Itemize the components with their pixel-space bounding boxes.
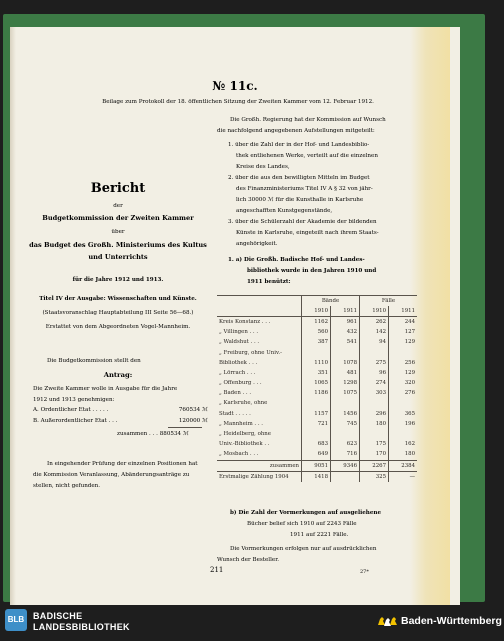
table-row-label: „ Lörrach . . . bbox=[219, 369, 256, 376]
table-row-label: „ Villingen . . . bbox=[219, 329, 259, 336]
sum-rule bbox=[168, 427, 202, 428]
table-year-header: 1910 bbox=[360, 306, 389, 317]
bw-lions-icon bbox=[376, 613, 398, 629]
table-cell bbox=[302, 348, 331, 358]
table-row bbox=[217, 317, 417, 328]
table-cell bbox=[331, 348, 360, 358]
table-row-label: Stadt . . . . . bbox=[219, 410, 251, 417]
table-cell bbox=[331, 399, 360, 409]
table-cell: 1298 bbox=[331, 379, 360, 389]
bw-label: Baden-Württemberg bbox=[401, 615, 502, 627]
table-row bbox=[217, 409, 417, 419]
table-row-label: „ Offenburg . . . bbox=[219, 380, 262, 387]
table-cell: 1078 bbox=[331, 358, 360, 368]
blb-name-line1: BADISCHE bbox=[33, 611, 83, 621]
table-cell: 96 bbox=[360, 368, 389, 378]
library-usage-table bbox=[217, 295, 417, 482]
document-number: № 11c. bbox=[212, 79, 258, 93]
closing-line: die Kommission Veranlassung, Abänderungsanträge zu bbox=[33, 472, 190, 478]
closing-line: In eingehender Prüfung der einzelnen Positionen hat bbox=[47, 461, 198, 467]
table-cell: 180 bbox=[389, 450, 418, 461]
table-cell: 1065 bbox=[302, 379, 331, 389]
table-row bbox=[217, 450, 417, 461]
table-cell: 9051 bbox=[302, 461, 331, 472]
right-line: angehörigkeit. bbox=[236, 241, 278, 247]
table-row bbox=[217, 379, 417, 389]
table-cell: 94 bbox=[360, 338, 389, 348]
budget-item-label: A. Ordentlicher Etat . . . . . bbox=[33, 407, 109, 413]
table-row bbox=[217, 440, 417, 450]
table-cell: 129 bbox=[389, 368, 418, 378]
table-cell: 1157 bbox=[302, 409, 331, 419]
left-line: Die Zweite Kammer wolle in Ausgabe für die Jahre bbox=[33, 386, 178, 392]
left-line: (Staatsvoranschlag Hauptabteilung III Seite 56—68.) bbox=[42, 310, 194, 316]
right-line: Kreise des Landes, bbox=[236, 164, 290, 170]
table-row-label: „ Freiburg, ohne Univ.- bbox=[219, 349, 282, 356]
table-row bbox=[217, 348, 417, 358]
right-line: die nachfolgend angegebenen Aufstellungen mitgeteilt: bbox=[217, 128, 375, 134]
budget-total: zusammen . . . 880534 ℳ bbox=[117, 431, 189, 437]
table-cell: 2267 bbox=[360, 461, 389, 472]
table-row-label: Bibliothek . . . bbox=[219, 359, 258, 366]
right-after-line: 1911 auf 2221 Fälle. bbox=[290, 532, 349, 538]
table-cell bbox=[360, 429, 389, 439]
signature-mark: 27* bbox=[360, 569, 369, 575]
left-line: 1912 und 1913 genehmigen: bbox=[33, 397, 115, 403]
budget-item-value: 120000 ℳ bbox=[178, 418, 208, 424]
table-cell bbox=[389, 429, 418, 439]
table-row-label: „ Baden . . . bbox=[219, 390, 252, 397]
table-cell: 560 bbox=[302, 328, 331, 338]
table-cell bbox=[302, 399, 331, 409]
table-cell: 1456 bbox=[331, 409, 360, 419]
left-line: und Unterrichts bbox=[88, 253, 148, 261]
table-cell: 721 bbox=[302, 419, 331, 429]
left-line: für die Jahre 1912 und 1913. bbox=[72, 277, 164, 283]
table-cell: 432 bbox=[331, 328, 360, 338]
blb-name-line2: LANDESBIBLIOTHEK bbox=[33, 622, 130, 632]
table-cell: 2384 bbox=[389, 461, 418, 472]
right-line: Künste in Karlsruhe, eingeteilt nach ihrem Staats- bbox=[236, 230, 379, 236]
table-row-label: „ Mosbach . . . bbox=[219, 451, 259, 458]
table-row-label: zusammen bbox=[269, 462, 299, 469]
table-row bbox=[217, 389, 417, 399]
table-row bbox=[217, 461, 417, 472]
right-line: des Finanzministeriums Titel IV A § 32 von jähr- bbox=[236, 186, 373, 192]
left-line: der bbox=[113, 203, 123, 209]
table-year-header: 1911 bbox=[331, 306, 360, 317]
table-row bbox=[217, 429, 417, 439]
table-cell: 649 bbox=[302, 450, 331, 461]
table-cell bbox=[331, 429, 360, 439]
left-line: Budgetkommission der Zweiten Kammer bbox=[42, 214, 194, 222]
table-cell: 623 bbox=[331, 440, 360, 450]
closing-line: stellen, nicht gefunden. bbox=[33, 483, 101, 489]
table-cell: 296 bbox=[360, 409, 389, 419]
table-cell: 1418 bbox=[302, 472, 331, 483]
table-cell: — bbox=[389, 472, 418, 483]
table-group-header: Fälle bbox=[360, 296, 418, 307]
table-row-label: Erstmalige Zählung 1904 bbox=[219, 473, 289, 480]
table-cell: 262 bbox=[360, 317, 389, 328]
table-cell: 127 bbox=[389, 328, 418, 338]
table-cell bbox=[331, 472, 360, 483]
table-cell: 196 bbox=[389, 419, 418, 429]
table-cell: 320 bbox=[389, 379, 418, 389]
left-line: das Budget des Großh. Ministeriums des Kultus bbox=[29, 241, 207, 249]
left-line: Erstattet von dem Abgeordneten Vogel-Mannheim. bbox=[45, 324, 191, 330]
right-line: angeschafften Kunstgegenstände, bbox=[236, 208, 333, 214]
right-after-line: b) Die Zahl der Vormerkungen auf ausgeliehene bbox=[230, 510, 382, 516]
table-row bbox=[217, 368, 417, 378]
table-cell: 541 bbox=[331, 338, 360, 348]
table-cell: 9346 bbox=[331, 461, 360, 472]
table-row-label: „ Waldshut . . . bbox=[219, 339, 260, 346]
table-cell: 325 bbox=[360, 472, 389, 483]
right-line: 2. über die aus den bewilligten Mitteln im Budget bbox=[228, 175, 370, 181]
table-cell: 274 bbox=[360, 379, 389, 389]
table-cell bbox=[389, 399, 418, 409]
table-cell: 716 bbox=[331, 450, 360, 461]
table-cell: 276 bbox=[389, 389, 418, 399]
budget-item-label: B. Außerordentlicher Etat . . . bbox=[33, 418, 118, 424]
table-cell: 180 bbox=[360, 419, 389, 429]
table-row-label: „ Heidelberg, ohne bbox=[219, 431, 271, 438]
table-group-header: Bände bbox=[302, 296, 360, 307]
table-cell bbox=[389, 348, 418, 358]
table-row bbox=[217, 338, 417, 348]
page-gutter bbox=[10, 27, 16, 605]
table-row bbox=[217, 328, 417, 338]
right-line: 3. über die Schülerzahl der Akademie der bildenden bbox=[228, 219, 377, 225]
report-title: Bericht bbox=[90, 181, 146, 196]
table-row-label: Kreis Konstanz . . . bbox=[219, 318, 271, 325]
table-cell: 365 bbox=[389, 409, 418, 419]
table-cell bbox=[360, 399, 389, 409]
table-year-header: 1910 bbox=[302, 306, 331, 317]
table-cell: 683 bbox=[302, 440, 331, 450]
table-row-label: „ Karlsruhe, ohne bbox=[219, 400, 268, 407]
table-cell: 129 bbox=[389, 338, 418, 348]
table-cell: 1162 bbox=[302, 317, 331, 328]
table-cell: 162 bbox=[389, 440, 418, 450]
table-cell: 256 bbox=[389, 358, 418, 368]
right-line: 1911 benützt: bbox=[247, 279, 291, 285]
table-cell: 351 bbox=[302, 368, 331, 378]
table-cell: 142 bbox=[360, 328, 389, 338]
right-line: lich 30000 ℳ für die Kunsthalle in Karlsruhe bbox=[236, 197, 364, 203]
right-line: 1. a) Die Großh. Badische Hof- und Landes- bbox=[228, 257, 365, 263]
table-row-label: Univ.-Bibliothek . . bbox=[219, 441, 270, 448]
right-after-line: Wunsch der Besteller. bbox=[217, 557, 280, 563]
right-line: Die Großh. Regierung hat der Kommission auf Wunsch bbox=[230, 117, 386, 123]
right-line: thek entliehenen Werke, verteilt auf die einzelnen bbox=[236, 153, 378, 159]
table-cell: 745 bbox=[331, 419, 360, 429]
budget-item-value: 760534 ℳ bbox=[178, 407, 208, 413]
table-cell: 387 bbox=[302, 338, 331, 348]
right-after-line: Die Vormerkungen erfolgen nur auf ausdrücklichen bbox=[230, 546, 377, 552]
table-cell: 275 bbox=[360, 358, 389, 368]
left-line: Titel IV der Ausgabe: Wissenschaften und Künste. bbox=[39, 296, 197, 302]
table-cell: 175 bbox=[360, 440, 389, 450]
right-line: 1. über die Zahl der in der Hof- und Landesbiblio- bbox=[228, 142, 370, 148]
table-cell: 1075 bbox=[331, 389, 360, 399]
table-cell bbox=[360, 348, 389, 358]
table-cell: 1186 bbox=[302, 389, 331, 399]
right-line: bibliothek wurde in den Jahren 1910 und bbox=[247, 268, 377, 274]
right-after-line: Bücher belief sich 1910 auf 2243 Fälle bbox=[247, 521, 357, 527]
table-row bbox=[217, 358, 417, 368]
table-row bbox=[217, 472, 417, 483]
table-row bbox=[217, 399, 417, 409]
table-cell: 1110 bbox=[302, 358, 331, 368]
left-line: über bbox=[111, 229, 125, 235]
table-cell: 481 bbox=[331, 368, 360, 378]
supplement-line: Beilage zum Protokoll der 18. öffentlichen Sitzung der Zweiten Kammer vom 12. Februar 1912. bbox=[102, 99, 374, 105]
left-line: Antrag: bbox=[103, 371, 133, 379]
table-row-label: „ Mannheim . . . bbox=[219, 420, 263, 427]
table-cell bbox=[302, 429, 331, 439]
table-cell: 244 bbox=[389, 317, 418, 328]
table-cell: 170 bbox=[360, 450, 389, 461]
table-row bbox=[217, 419, 417, 429]
blb-logo: BLB bbox=[5, 609, 27, 631]
table-cell: 961 bbox=[331, 317, 360, 328]
table-year-header: 1911 bbox=[389, 306, 418, 317]
page-number: 211 bbox=[210, 566, 224, 574]
table-cell: 303 bbox=[360, 389, 389, 399]
left-line: Die Budgetkommission stellt den bbox=[47, 358, 141, 364]
